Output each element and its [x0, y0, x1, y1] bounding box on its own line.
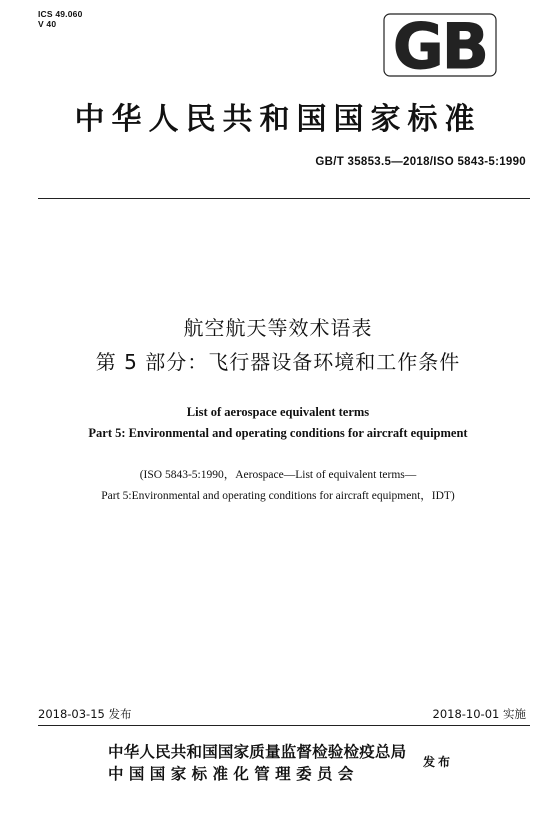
cn-title-part: 第 5 部分：飞行器设备环境和工作条件: [95, 350, 461, 374]
standard-code: GB/T 35853.5—2018/ISO 5843-5:1990: [315, 156, 526, 168]
cn-title-main: 航空航天等效术语表: [183, 316, 373, 340]
publish-label: 发布: [423, 755, 454, 769]
category-code: V 40: [38, 19, 57, 29]
standard-type-title: 中华人民共和国国家标准: [74, 102, 482, 137]
gb-logo-text: GB: [392, 10, 488, 80]
en-title-part: Part 5: Environmental and operating conditions for aircraft equipment: [88, 426, 468, 440]
iso-reference-2: Part 5:Environmental and operating conditions for aircraft equipment，IDT): [101, 490, 455, 502]
implementation-date: 2018-10-01 实施: [432, 707, 526, 721]
bottom-divider: [38, 725, 530, 726]
iso-reference-1: (ISO 5843-5:1990，Aerospace—List of equivalent terms—: [139, 469, 417, 481]
issuer-aqsiq: 中华人民共和国国家质量监督检验检疫总局: [108, 742, 407, 761]
classification-codes: [38, 9, 83, 29]
ics-code: ICS 49.060: [38, 9, 83, 19]
gb-logo: [380, 10, 500, 80]
en-title-main: List of aerospace equivalent terms: [186, 405, 370, 419]
top-divider: [38, 198, 530, 199]
issuer-sac: 中 国 国 家 标 准 化 管 理 委 员 会: [108, 764, 354, 783]
issue-date: 2018-03-15 发布: [38, 707, 132, 721]
